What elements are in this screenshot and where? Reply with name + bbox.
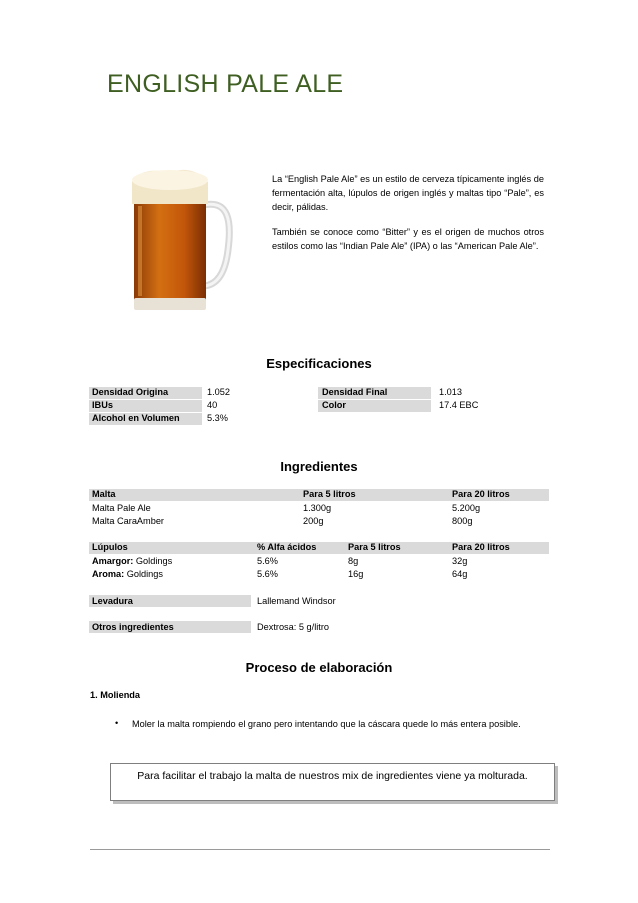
malt-header-20l: Para 20 litros <box>452 489 510 499</box>
intro-text <box>272 172 544 263</box>
hops-row-name <box>92 556 172 566</box>
ibu-label: IBUs <box>92 400 113 410</box>
page-title: ENGLISH PALE ALE <box>107 70 344 98</box>
hops-row-20l: 64g <box>452 569 468 579</box>
hops-header-alpha: % Alfa ácidos <box>257 542 317 552</box>
malt-row-5l: 200g <box>303 516 324 526</box>
abv-label: Alcohol en Volumen <box>92 413 180 423</box>
other-ingredients-label: Otros ingredientes <box>92 622 174 632</box>
hops-header-5l: Para 5 litros <box>348 542 401 552</box>
footer-rule <box>90 849 550 850</box>
hop-variety: Goldings <box>124 569 163 579</box>
step1-bullet: Moler la malta rompiendo el grano pero intentando que la cáscara quede lo más entera posible. <box>132 719 521 729</box>
hops-row-5l: 16g <box>348 569 364 579</box>
fg-value: 1.013 <box>439 387 462 397</box>
hops-header-20l: Para 20 litros <box>452 542 510 552</box>
malt-row-name: Malta CaraAmber <box>92 516 164 526</box>
yeast-value: Lallemand Windsor <box>257 596 336 606</box>
og-value: 1.052 <box>207 387 230 397</box>
hops-row-alpha: 5.6% <box>257 569 278 579</box>
yeast-label: Levadura <box>92 596 133 606</box>
malt-row-20l: 5.200g <box>452 503 481 513</box>
hops-row-5l: 8g <box>348 556 359 566</box>
specs-heading: Especificaciones <box>266 356 372 371</box>
hops-row-20l: 32g <box>452 556 468 566</box>
malt-row-name: Malta Pale Ale <box>92 503 151 513</box>
process-heading: Proceso de elaboración <box>245 660 393 675</box>
hop-role: Aroma: <box>92 569 125 579</box>
beer-mug-image <box>128 160 236 312</box>
color-value: 17.4 EBC <box>439 400 479 410</box>
note-text: Para facilitar el trabajo la malta de nuestros mix de ingredientes viene ya molturada. <box>137 770 528 782</box>
step1-title: 1. Molienda <box>90 690 141 700</box>
note-box <box>110 763 555 801</box>
hop-variety: Goldings <box>133 556 173 566</box>
color-label: Color <box>322 400 346 410</box>
intro-paragraph-1: La “English Pale Ale” es un estilo de cerveza típicamente inglés de fermentación alta, lúpulos de origen inglés y maltas tipo “Pale”, es decir, pálidas. <box>272 174 544 213</box>
malt-header-5l: Para 5 litros <box>303 489 356 499</box>
abv-value: 5.3% <box>207 413 228 423</box>
malt-row-5l: 1.300g <box>303 503 332 513</box>
fg-label: Densidad Final <box>322 387 388 397</box>
hops-header-name: Lúpulos <box>92 542 128 552</box>
malt-row-20l: 800g <box>452 516 473 526</box>
intro-paragraph-2: También se conoce como “Bitter” y es el origen de muchos otros estilos como las “Indian Pale Ale” (IPA) o las “American Pale Ale”. <box>272 226 544 251</box>
hops-row-alpha: 5.6% <box>257 556 278 566</box>
bullet-icon: • <box>115 718 119 728</box>
og-label: Densidad Origina <box>92 387 169 397</box>
hops-row-name <box>92 569 163 579</box>
ingredients-heading: Ingredientes <box>280 459 358 474</box>
hop-role: Amargor: <box>92 556 134 566</box>
other-ingredients-value: Dextrosa: 5 g/litro <box>257 622 329 632</box>
ibu-value: 40 <box>207 400 218 410</box>
malt-header-name: Malta <box>92 489 116 499</box>
